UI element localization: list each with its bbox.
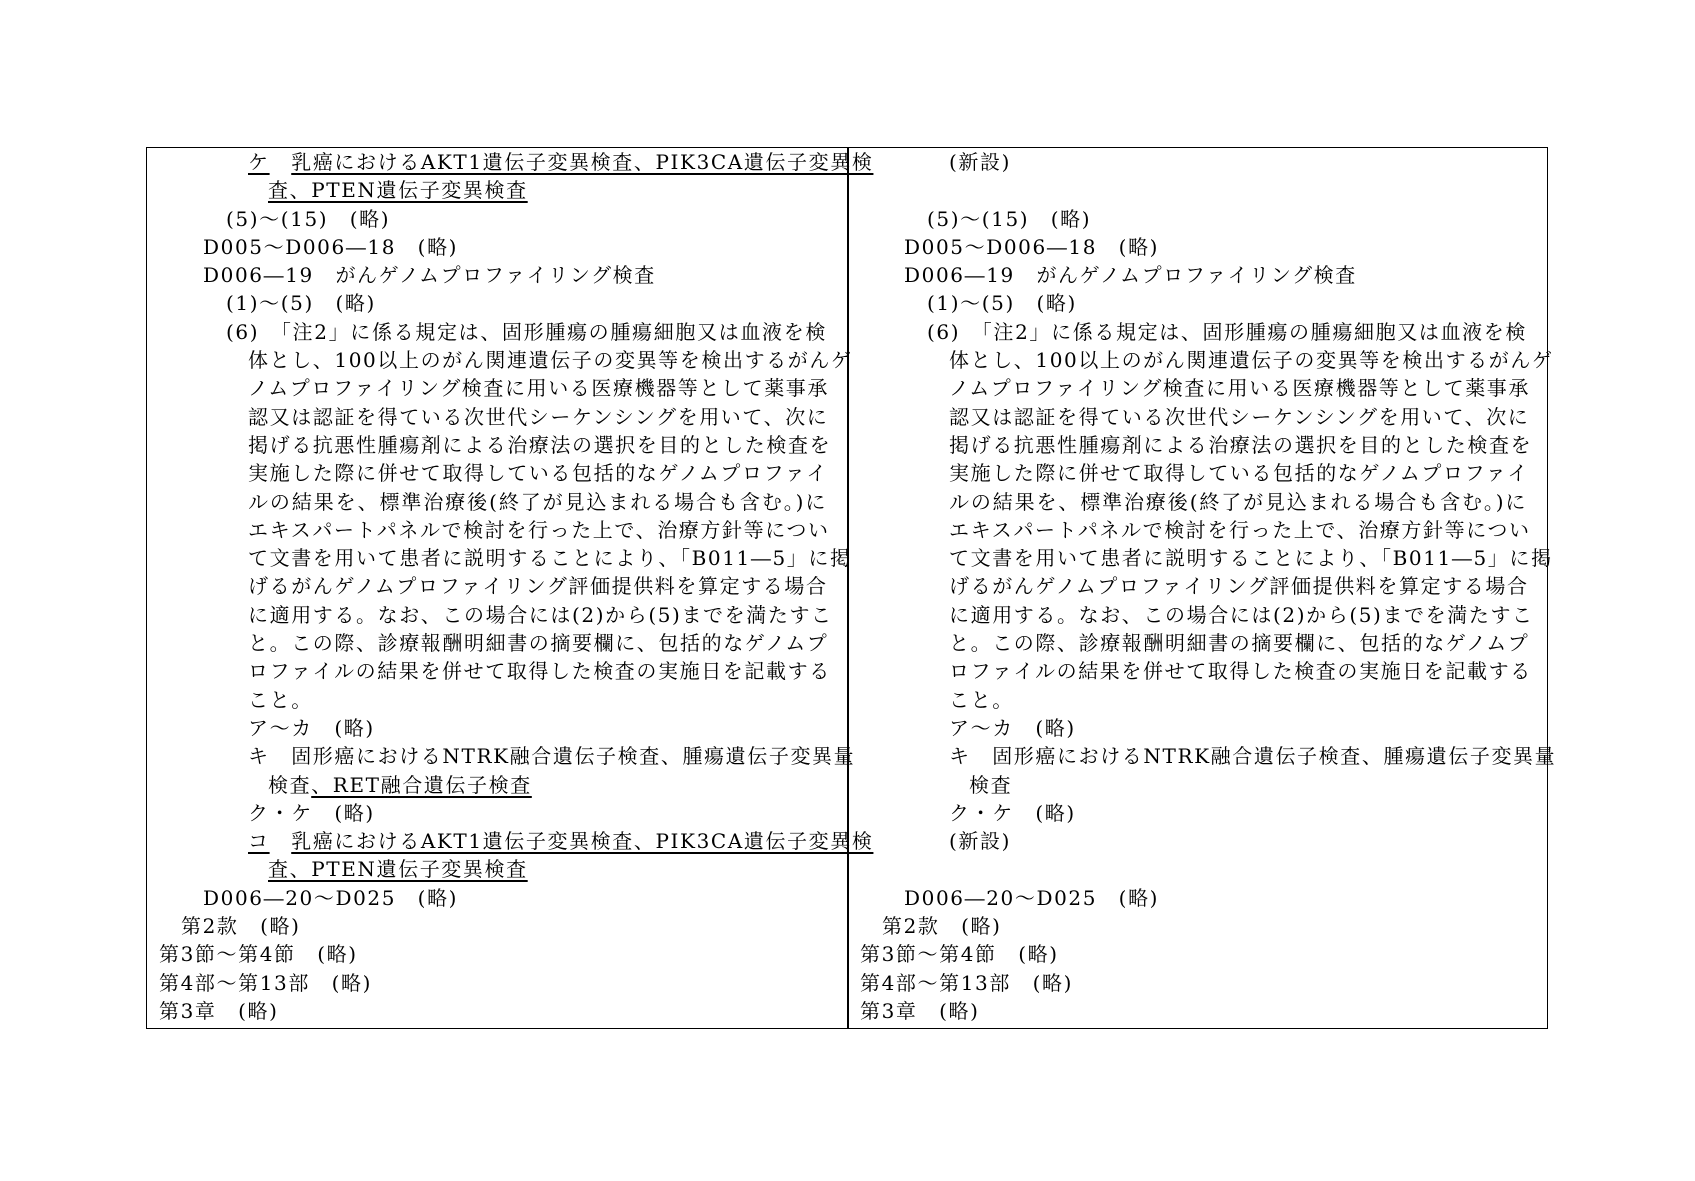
text-line bbox=[147, 855, 827, 883]
text-line bbox=[147, 148, 874, 176]
revised-text-column bbox=[147, 148, 874, 1028]
amended-text: 、RET融合遺伝子検査 bbox=[311, 772, 532, 797]
text-segment: げるがんゲノムプロファイリング評価提供料を算定する場合 bbox=[949, 574, 1529, 599]
text-segment: キ 固形癌におけるNTRK融合遺伝子検査、腫瘍遺伝子変異量 bbox=[949, 744, 1557, 769]
text-segment: ロファイルの結果を併せて取得した検査の実施日を記載する bbox=[248, 659, 831, 684]
text-line bbox=[848, 827, 1527, 855]
text-line bbox=[147, 799, 827, 827]
text-line bbox=[147, 205, 827, 233]
text-line bbox=[147, 940, 827, 968]
text-line bbox=[147, 176, 827, 204]
text-segment: (新設) bbox=[949, 829, 1012, 854]
text-line bbox=[848, 544, 1553, 572]
text-segment: げるがんゲノムプロファイリング評価提供料を算定する場合 bbox=[248, 574, 828, 599]
text-segment: D006―20～D025 (略) bbox=[203, 885, 459, 910]
text-line bbox=[848, 374, 1530, 402]
text-line bbox=[147, 969, 827, 997]
text-line bbox=[147, 629, 827, 657]
text-line bbox=[848, 233, 1527, 261]
text-line bbox=[848, 686, 1527, 714]
text-line bbox=[147, 686, 827, 714]
text-line bbox=[848, 629, 1530, 657]
text-line bbox=[848, 969, 1527, 997]
text-segment: 実施した際に併せて取得している包括的なゲノムプロファイ bbox=[248, 461, 828, 486]
text-segment: エキスパートパネルで検討を行った上で、治療方針等につい bbox=[248, 517, 830, 542]
amended-text: 乳癌におけるAKT1遺伝子変異検査、PIK3CA遺伝子変異検 bbox=[291, 829, 874, 854]
text-line bbox=[147, 884, 827, 912]
text-line bbox=[848, 799, 1527, 827]
text-line bbox=[848, 516, 1531, 544]
text-segment: 体とし、100以上のがん関連遺伝子の変異等を検出するがんゲ bbox=[949, 348, 1554, 373]
text-segment: 第3章 (略) bbox=[860, 998, 980, 1023]
text-line bbox=[147, 459, 827, 487]
text-segment: 体とし、100以上のがん関連遺伝子の変異等を検出するがんゲ bbox=[248, 348, 853, 373]
text-line bbox=[848, 855, 1527, 883]
text-line bbox=[848, 884, 1527, 912]
text-segment: ク・ケ (略) bbox=[949, 800, 1076, 825]
text-segment: 検査 bbox=[268, 772, 312, 797]
text-segment: (6) 「注2」に係る規定は、固形腫瘍の腫瘍細胞又は血液を検 bbox=[927, 319, 1527, 344]
text-line bbox=[147, 771, 827, 799]
text-line bbox=[147, 289, 827, 317]
text-segment: 検査 bbox=[969, 772, 1013, 797]
text-segment: (新設) bbox=[949, 150, 1012, 174]
text-line bbox=[848, 572, 1527, 600]
text-line bbox=[147, 742, 856, 770]
text-segment: 第3章 (略) bbox=[159, 998, 279, 1023]
text-line bbox=[848, 346, 1554, 374]
text-segment: て文書を用いて患者に説明することにより、「B011―5」に掲 bbox=[248, 546, 852, 571]
text-line bbox=[147, 657, 831, 685]
text-line bbox=[848, 601, 1534, 629]
text-line bbox=[848, 459, 1527, 487]
text-segment: 第4部～第13部 (略) bbox=[860, 970, 1073, 995]
text-line bbox=[147, 233, 827, 261]
text-segment: D005～D006―18 (略) bbox=[203, 234, 459, 259]
text-segment: 掲げる抗悪性腫瘍剤による治療法の選択を目的とした検査を bbox=[949, 432, 1533, 457]
text-segment: ノムプロファイリング検査に用いる医療機器等として薬事承 bbox=[248, 376, 829, 401]
text-segment: (5)～(15) (略) bbox=[226, 206, 391, 231]
text-line bbox=[848, 289, 1527, 317]
text-segment: キ 固形癌におけるNTRK融合遺伝子検査、腫瘍遺伝子変異量 bbox=[248, 744, 856, 769]
text-segment: D006―20～D025 (略) bbox=[904, 885, 1160, 910]
text-line bbox=[147, 403, 827, 431]
text-line bbox=[848, 940, 1527, 968]
text-line bbox=[848, 403, 1530, 431]
text-line bbox=[147, 318, 827, 346]
text-line bbox=[147, 827, 874, 855]
text-segment bbox=[270, 150, 292, 174]
text-segment: ア～カ (略) bbox=[248, 715, 375, 740]
text-line bbox=[848, 771, 1527, 799]
text-segment: (5)～(15) (略) bbox=[927, 206, 1092, 231]
text-line bbox=[848, 318, 1527, 346]
text-line bbox=[848, 997, 1527, 1025]
amended-text: 査、PTEN遺伝子変異検査 bbox=[268, 857, 528, 882]
text-segment: 掲げる抗悪性腫瘍剤による治療法の選択を目的とした検査を bbox=[248, 432, 832, 457]
text-segment: 第4部～第13部 (略) bbox=[159, 970, 372, 995]
current-text-column bbox=[848, 148, 1557, 1028]
amended-text: コ bbox=[248, 829, 270, 854]
text-line bbox=[147, 516, 830, 544]
text-line bbox=[848, 912, 1527, 940]
text-line bbox=[848, 488, 1527, 516]
text-segment: ノムプロファイリング検査に用いる医療機器等として薬事承 bbox=[949, 376, 1530, 401]
amended-text: ケ bbox=[248, 150, 270, 174]
text-line bbox=[848, 714, 1527, 742]
text-segment: こと。 bbox=[248, 687, 313, 712]
text-line bbox=[147, 346, 853, 374]
text-segment: 認又は認証を得ている次世代シーケンシングを用いて、次に bbox=[949, 404, 1530, 429]
text-segment: と。この際、診療報酬明細書の摘要欄に、包括的なゲノムプ bbox=[248, 631, 829, 656]
text-segment: D006―19 がんゲノムプロファイリング検査 bbox=[904, 263, 1357, 288]
text-segment: 第2款 (略) bbox=[882, 914, 1002, 939]
text-segment: に適用する。なお、この場合には(2)から(5)までを満たすこ bbox=[248, 602, 833, 627]
text-segment: エキスパートパネルで検討を行った上で、治療方針等につい bbox=[949, 517, 1531, 542]
text-segment: 第2款 (略) bbox=[181, 914, 301, 939]
text-segment: ルの結果を、標準治療後(終了が見込まれる場合も含む。)に bbox=[248, 489, 827, 514]
text-segment: こと。 bbox=[949, 687, 1014, 712]
text-segment: ク・ケ (略) bbox=[248, 800, 375, 825]
text-segment: ア～カ (略) bbox=[949, 715, 1076, 740]
text-line bbox=[848, 742, 1557, 770]
text-segment: 認又は認証を得ている次世代シーケンシングを用いて、次に bbox=[248, 404, 829, 429]
text-line bbox=[848, 657, 1532, 685]
text-line bbox=[848, 261, 1527, 289]
text-line bbox=[848, 205, 1527, 233]
text-segment: ロファイルの結果を併せて取得した検査の実施日を記載する bbox=[949, 659, 1532, 684]
text-segment: (6) 「注2」に係る規定は、固形腫瘍の腫瘍細胞又は血液を検 bbox=[226, 319, 827, 344]
text-segment: ルの結果を、標準治療後(終了が見込まれる場合も含む。)に bbox=[949, 489, 1527, 514]
text-line bbox=[147, 601, 833, 629]
text-segment: 実施した際に併せて取得している包括的なゲノムプロファイ bbox=[949, 461, 1529, 486]
text-segment: D006―19 がんゲノムプロファイリング検査 bbox=[203, 263, 656, 288]
text-line bbox=[848, 148, 1527, 176]
text-segment: て文書を用いて患者に説明することにより、「B011―5」に掲 bbox=[949, 546, 1553, 571]
text-line bbox=[147, 488, 827, 516]
text-line bbox=[147, 714, 827, 742]
text-line bbox=[147, 261, 827, 289]
text-segment: 第3節～第4節 (略) bbox=[159, 942, 358, 967]
amended-text: 乳癌におけるAKT1遺伝子変異検査、PIK3CA遺伝子変異検 bbox=[291, 150, 874, 174]
text-line bbox=[848, 431, 1533, 459]
text-segment: D005～D006―18 (略) bbox=[904, 234, 1160, 259]
amended-text: 査、PTEN遺伝子変異検査 bbox=[268, 178, 528, 203]
text-segment: に適用する。なお、この場合には(2)から(5)までを満たすこ bbox=[949, 602, 1534, 627]
text-segment: と。この際、診療報酬明細書の摘要欄に、包括的なゲノムプ bbox=[949, 631, 1530, 656]
text-segment bbox=[270, 829, 292, 853]
text-line bbox=[147, 997, 827, 1025]
text-line bbox=[848, 176, 1527, 204]
text-line bbox=[147, 544, 852, 572]
text-line bbox=[147, 912, 827, 940]
text-line bbox=[147, 431, 832, 459]
text-line bbox=[147, 572, 827, 600]
text-segment: 第3節～第4節 (略) bbox=[860, 942, 1059, 967]
text-segment: (1)～(5) (略) bbox=[226, 291, 376, 316]
text-segment: (1)～(5) (略) bbox=[927, 291, 1077, 316]
text-line bbox=[147, 374, 827, 402]
